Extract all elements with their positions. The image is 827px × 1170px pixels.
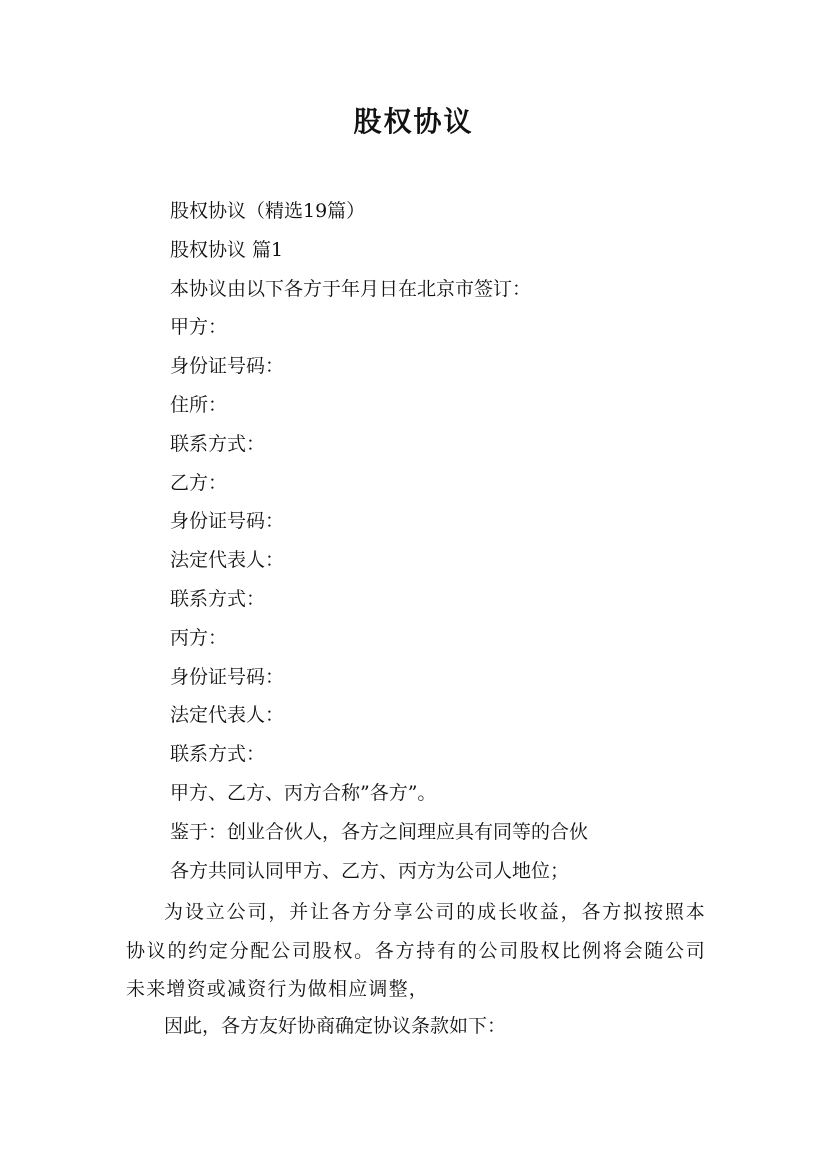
line-party-b-id: 身份证号码： xyxy=(170,510,285,533)
line-recognition: 各方共同认同甲方、乙方、丙方为公司人地位； xyxy=(170,859,570,882)
line-party-b-contact: 联系方式： xyxy=(170,587,266,610)
line-section-heading: 股权协议 篇1 xyxy=(170,238,284,261)
line-party-a-id: 身份证号码： xyxy=(170,355,285,378)
line-intro: 本协议由以下各方于年月日在北京市签订： xyxy=(170,277,532,300)
line-party-a-address: 住所： xyxy=(170,393,228,416)
document-title: 股权协议 xyxy=(353,105,474,138)
line-party-c: 丙方： xyxy=(170,626,228,649)
body-paragraph: 为设立公司，并让各方分享公司的成长收益，各方拟按照本协议的约定分配公司股权。各方持有的公司股权比例将会随公司未来增资或减资行为做相应调整， xyxy=(126,901,706,1000)
line-parties-collective: 甲方、乙方、丙方合称”各方”。 xyxy=(170,781,437,804)
line-party-a: 甲方： xyxy=(170,316,228,339)
line-subtitle: 股权协议（精选19篇） xyxy=(170,200,366,222)
line-party-c-representative: 法定代表人： xyxy=(170,704,285,727)
line-party-b-representative: 法定代表人： xyxy=(170,549,285,572)
line-party-c-contact: 联系方式： xyxy=(170,743,266,766)
line-party-b: 乙方： xyxy=(170,471,228,494)
line-party-c-id: 身份证号码： xyxy=(170,665,285,688)
closing-line: 因此，各方友好协商确定协议条款如下： xyxy=(164,1015,507,1037)
line-party-a-contact: 联系方式： xyxy=(170,432,266,455)
line-whereas: 鉴于：创业合伙人，各方之间理应具有同等的合伙 xyxy=(170,820,589,843)
document-lines xyxy=(170,196,588,894)
